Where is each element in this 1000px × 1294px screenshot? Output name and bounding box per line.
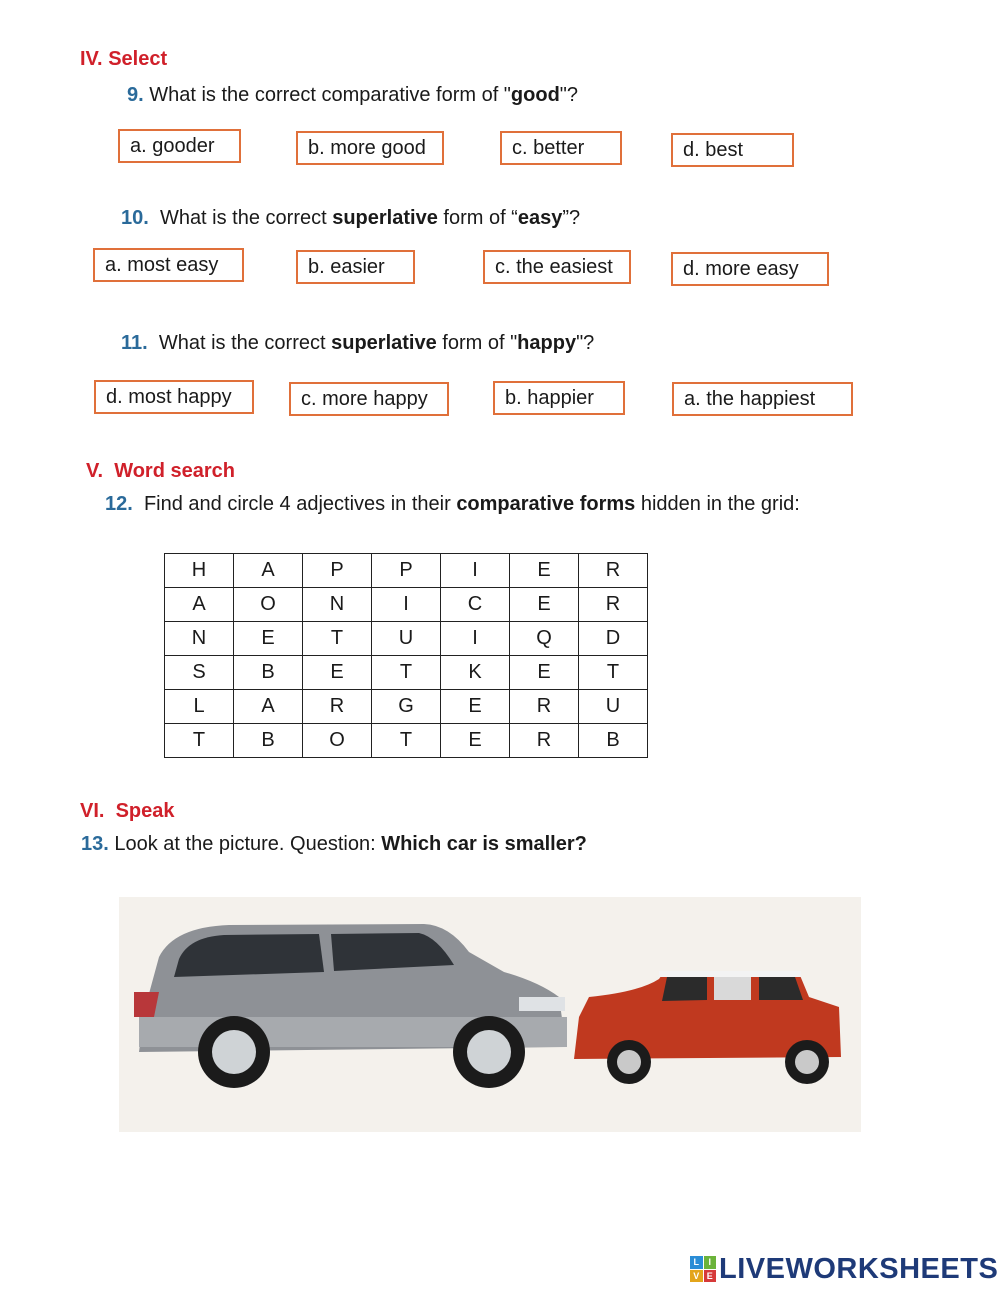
option-11c[interactable]: c. more happy <box>289 382 449 416</box>
grid-cell[interactable]: D <box>579 622 648 656</box>
grid-cell[interactable]: N <box>165 622 234 656</box>
question-text-mid: form of “ <box>437 207 518 229</box>
question-keyword: superlative <box>332 207 438 229</box>
grid-cell[interactable]: I <box>441 554 510 588</box>
question-text-mid: form of " <box>436 332 518 354</box>
option-10b[interactable]: b. easier <box>296 250 415 284</box>
grid-cell[interactable]: A <box>165 588 234 622</box>
grid-cell[interactable]: P <box>303 554 372 588</box>
grid-cell[interactable]: U <box>372 622 441 656</box>
section-title: Word search <box>114 460 235 482</box>
grid-cell[interactable]: C <box>441 588 510 622</box>
section-title: Select <box>108 48 168 70</box>
logo-badge-v: V <box>690 1270 703 1283</box>
grid-cell[interactable]: O <box>234 588 303 622</box>
question-text: What is the correct <box>158 332 332 354</box>
grid-cell[interactable]: I <box>372 588 441 622</box>
question-text-end: "? <box>576 332 595 354</box>
grid-cell[interactable]: P <box>372 554 441 588</box>
grid-row <box>165 588 648 622</box>
question-keyword: superlative <box>331 332 437 354</box>
option-9a[interactable]: a. gooder <box>118 129 241 163</box>
grid-cell[interactable]: R <box>579 588 648 622</box>
grid-cell[interactable]: L <box>165 690 234 724</box>
small-mini-car <box>574 971 841 1084</box>
section-vi-heading <box>80 800 175 823</box>
option-10d[interactable]: d. more easy <box>671 252 829 286</box>
option-9c[interactable]: c. better <box>500 131 622 165</box>
section-numeral: VI. <box>80 800 105 822</box>
question-12 <box>105 493 800 516</box>
section-title: Speak <box>115 800 175 822</box>
question-text-end: ”? <box>562 207 581 229</box>
grid-row <box>165 724 648 758</box>
grid-cell[interactable]: A <box>234 554 303 588</box>
section-numeral: V. <box>86 460 104 482</box>
grid-cell[interactable]: T <box>303 622 372 656</box>
question-10 <box>121 207 580 230</box>
question-number: 9. <box>127 84 144 106</box>
grid-cell[interactable]: I <box>441 622 510 656</box>
logo-badge-icon <box>690 1256 716 1282</box>
question-text-end: "? <box>559 84 579 106</box>
grid-cell[interactable]: B <box>234 724 303 758</box>
question-text: Look at the picture. Question: <box>114 833 382 855</box>
grid-cell[interactable]: E <box>303 656 372 690</box>
grid-cell[interactable]: K <box>441 656 510 690</box>
question-keyword: comparative forms <box>456 493 636 515</box>
grid-cell[interactable]: E <box>441 690 510 724</box>
liveworksheets-logo <box>690 1252 998 1286</box>
grid-cell[interactable]: E <box>234 622 303 656</box>
large-suv <box>134 924 567 1088</box>
question-number: 11. <box>121 332 148 354</box>
option-10a[interactable]: a. most easy <box>93 248 244 282</box>
grid-cell[interactable]: T <box>372 724 441 758</box>
grid-cell[interactable]: O <box>303 724 372 758</box>
grid-cell[interactable]: N <box>303 588 372 622</box>
question-keyword: good <box>510 84 560 106</box>
section-numeral: IV. <box>80 48 103 70</box>
grid-cell[interactable]: T <box>165 724 234 758</box>
question-keyword-2: happy <box>517 332 577 354</box>
option-9b[interactable]: b. more good <box>296 131 444 165</box>
grid-cell[interactable]: B <box>234 656 303 690</box>
word-search-grid <box>164 553 648 758</box>
grid-row <box>165 656 648 690</box>
grid-cell[interactable]: A <box>234 690 303 724</box>
grid-cell[interactable]: E <box>510 554 579 588</box>
question-number: 10. <box>121 207 149 229</box>
question-9 <box>127 84 578 107</box>
question-number: 13. <box>81 833 109 855</box>
question-11 <box>121 332 594 355</box>
grid-cell[interactable]: R <box>303 690 372 724</box>
cars-picture <box>119 897 861 1132</box>
option-11a[interactable]: a. the happiest <box>672 382 853 416</box>
cars-illustration <box>119 897 861 1132</box>
question-number: 12. <box>105 493 133 515</box>
grid-cell[interactable]: B <box>579 724 648 758</box>
option-11b[interactable]: b. happier <box>493 381 625 415</box>
grid-row <box>165 554 648 588</box>
question-keyword-2: easy <box>517 207 563 229</box>
grid-cell[interactable]: S <box>165 656 234 690</box>
question-text: What is the correct <box>159 207 333 229</box>
grid-cell[interactable]: E <box>510 656 579 690</box>
option-11d[interactable]: d. most happy <box>94 380 254 414</box>
question-text-end: hidden in the grid: <box>635 493 800 515</box>
question-keyword: Which car is smaller? <box>381 833 587 855</box>
option-9d[interactable]: d. best <box>671 133 794 167</box>
option-10c[interactable]: c. the easiest <box>483 250 631 284</box>
grid-cell[interactable]: R <box>510 724 579 758</box>
section-iv-heading <box>80 48 167 71</box>
grid-cell[interactable]: E <box>510 588 579 622</box>
logo-badge-e: E <box>704 1270 717 1283</box>
question-text: Find and circle 4 adjectives in their <box>143 493 457 515</box>
grid-cell[interactable]: R <box>510 690 579 724</box>
grid-cell[interactable]: T <box>372 656 441 690</box>
question-13 <box>81 833 587 856</box>
grid-cell[interactable]: U <box>579 690 648 724</box>
grid-row <box>165 690 648 724</box>
grid-cell[interactable]: T <box>579 656 648 690</box>
logo-badge-l: L <box>690 1256 703 1269</box>
grid-cell[interactable]: G <box>372 690 441 724</box>
grid-cell[interactable]: H <box>165 554 234 588</box>
grid-row <box>165 622 648 656</box>
section-v-heading <box>86 460 235 483</box>
question-text: What is the correct comparative form of " <box>149 84 511 106</box>
logo-badge-i: I <box>704 1256 717 1269</box>
grid-cell[interactable]: E <box>441 724 510 758</box>
grid-cell[interactable]: Q <box>510 622 579 656</box>
grid-cell[interactable]: R <box>579 554 648 588</box>
logo-text: LIVEWORKSHEETS <box>719 1252 999 1285</box>
